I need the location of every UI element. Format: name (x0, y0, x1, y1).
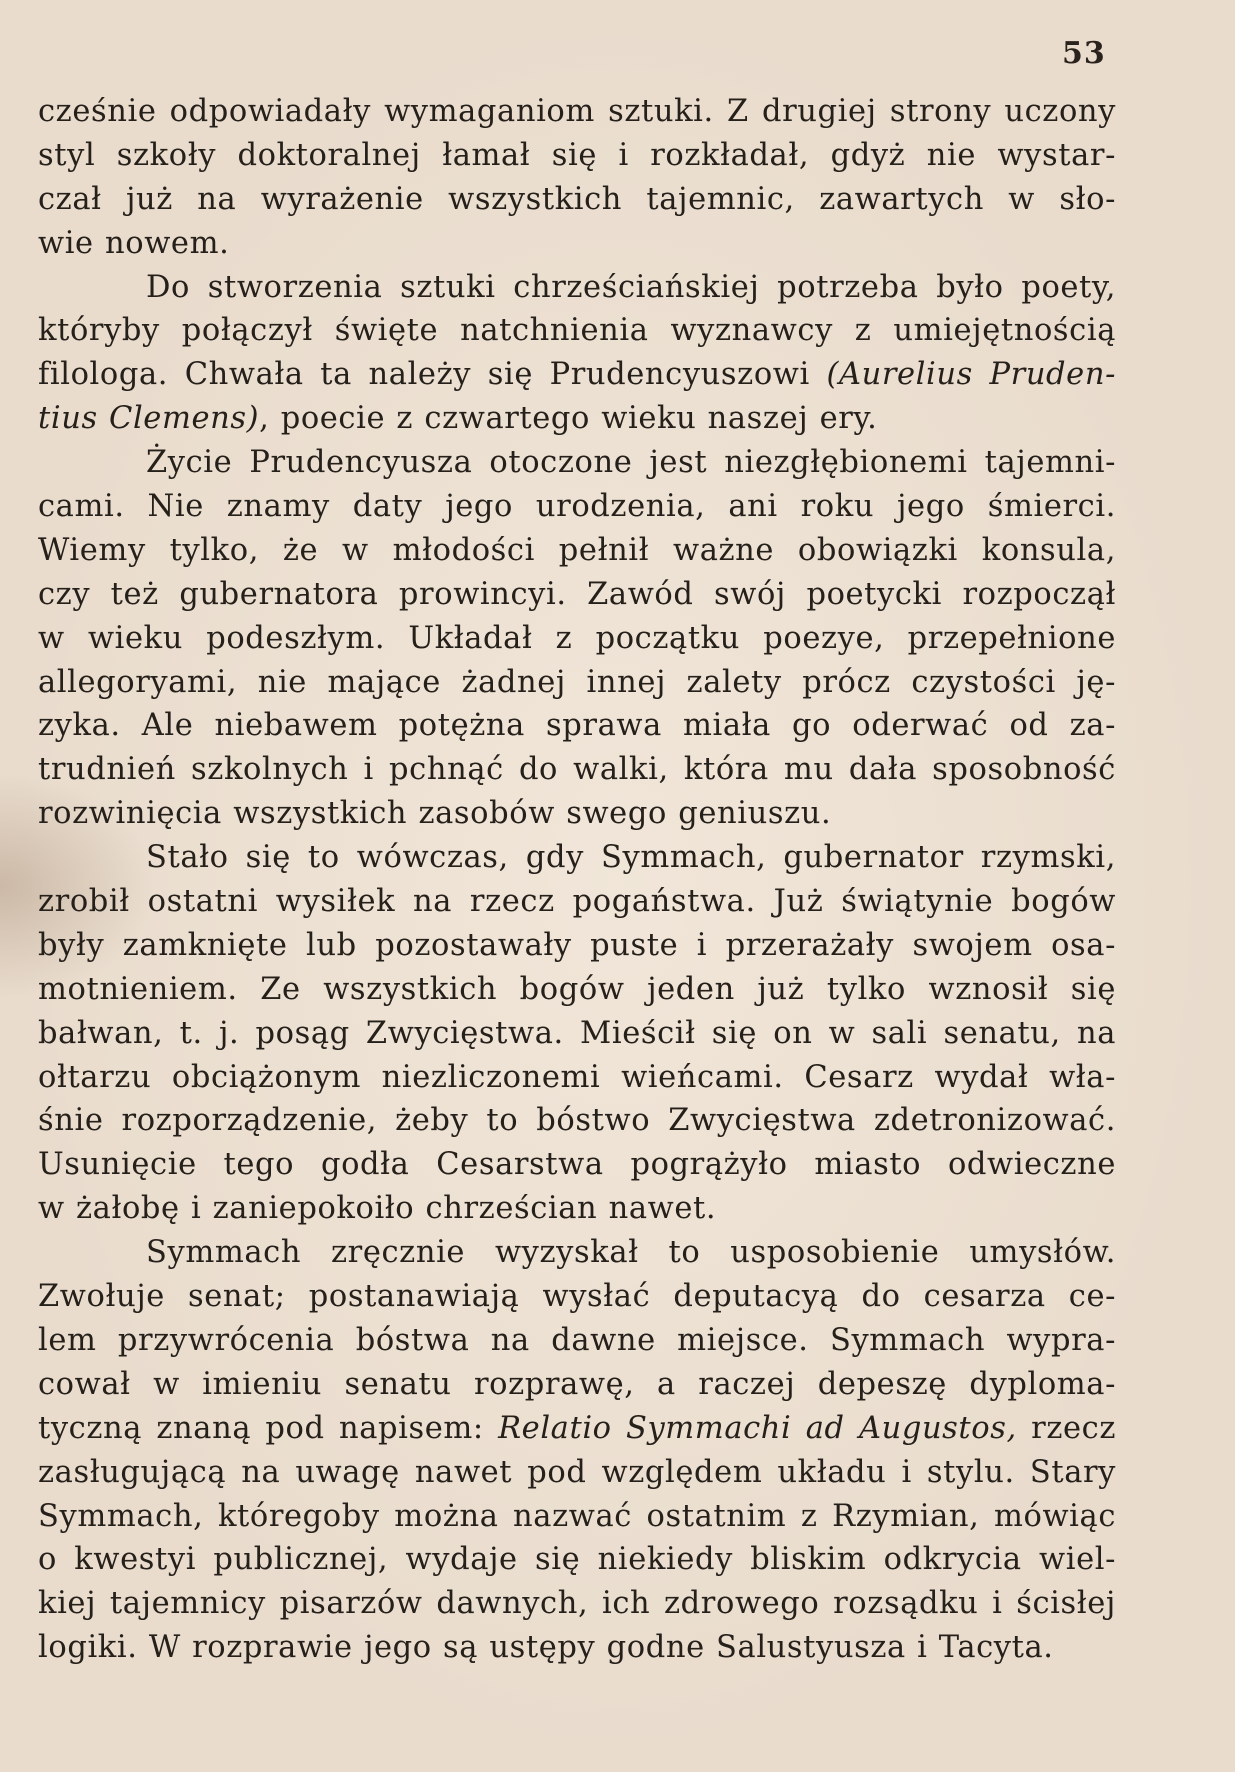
line-text: motnieniem. Ze wszystkich bogów jeden już tylko wznosił się (38, 971, 1116, 1007)
text-line (38, 924, 1116, 968)
text-line (38, 1012, 1116, 1056)
line-text: w żałobę i zaniepokoiło chrześcian nawet. (38, 1191, 717, 1227)
line-text: Stało się to wówczas, gdy Symmach, gubernator rzymski, (146, 840, 1116, 876)
line-text: lem przywrócenia bóstwa na dawne miejsce. Symmach wypra- (38, 1322, 1116, 1358)
line-text: Wiemy tylko, że w młodości pełnił ważne obowiązki konsula, (38, 532, 1116, 568)
text-line (38, 1187, 1116, 1231)
line-text: Życie Prudencyusza otoczone jest niezgłębionemi tajemni- (146, 445, 1116, 481)
line-text: rozwinięcia wszystkich zasobów swego geniuszu. (38, 796, 832, 832)
text-line (38, 617, 1116, 661)
text-line (38, 1538, 1116, 1582)
line-text: śnie rozporządzenie, żeby to bóstwo Zwycięstwa zdetronizować. (38, 1103, 1116, 1139)
text-line (38, 485, 1116, 529)
text-line (38, 704, 1116, 748)
text-line (38, 1451, 1116, 1495)
text-line (38, 1275, 1116, 1319)
text-line (38, 748, 1116, 792)
line-text: Usunięcie tego godła Cesarstwa pogrążyło miasto odwieczne (38, 1147, 1116, 1183)
text-line (38, 573, 1116, 617)
line-text: wie nowem. (38, 225, 230, 261)
line-text: cześnie odpowiadały wymaganiom sztuki. Z drugiej strony uczony (38, 94, 1116, 129)
text-line (38, 880, 1116, 924)
italic-text: tius Clemens) (38, 401, 260, 437)
line-text: były zamknięte lub pozostawały puste i przerażały swojem osa- (38, 927, 1116, 963)
line-text: logiki. W rozprawie jego są ustępy godne Salustyusza i Tacyta. (38, 1630, 1054, 1666)
text-line (38, 353, 1116, 397)
text-line (38, 222, 1116, 266)
line-text: filologa. Chwała ta należy się Prudencyuszowi (38, 357, 827, 393)
line-text: cami. Nie znamy daty jego urodzenia, ani roku jego śmierci. (38, 489, 1116, 525)
line-text: allegoryami, nie mające żadnej innej zalety prócz czystości ję- (38, 664, 1116, 700)
line-text: trudnień szkolnych i pchnąć do walki, która mu dała sposobność (38, 752, 1116, 788)
page-number: 53 (1062, 36, 1106, 71)
text-line (38, 1319, 1116, 1363)
line-text: rzecz (1016, 1410, 1116, 1446)
text-line (38, 178, 1116, 222)
text-line (38, 397, 1116, 441)
line-text: o kwestyi publicznej, wydaje się niekiedy bliskim odkrycia wiel- (38, 1542, 1116, 1578)
text-line (38, 836, 1116, 880)
text-line (38, 792, 1116, 836)
line-text: Symmach zręcznie wyzyskał to usposobienie umysłów. (146, 1235, 1116, 1271)
italic-text: (Aurelius Pruden- (826, 357, 1116, 393)
text-line (38, 1143, 1116, 1187)
text-line (38, 1363, 1116, 1407)
line-text: ołtarzu obciążonym niezliczonemi wieńcami. Cesarz wydał wła- (38, 1059, 1116, 1095)
line-text: kiej tajemnicy pisarzów dawnych, ich zdrowego rozsądku i ścisłej (38, 1586, 1116, 1622)
line-text: cował w imieniu senatu rozprawę, a raczej depeszę dyploma- (38, 1366, 1116, 1402)
line-text: Zwołuje senat; postanawiają wysłać deputacyą do cesarza ce- (38, 1279, 1116, 1315)
text-line (38, 1231, 1116, 1275)
line-text: któryby połączył święte natchnienia wyznawcy z umiejętnością (38, 313, 1116, 349)
line-text: zrobił ostatni wysiłek na rzecz pogaństwa. Już świątynie bogów (38, 884, 1116, 920)
text-line (38, 309, 1116, 353)
text-line (38, 441, 1116, 485)
line-text: Do stworzenia sztuki chrześciańskiej potrzeba było poety, (146, 269, 1116, 305)
text-line (38, 661, 1116, 705)
text-line (38, 266, 1116, 310)
line-text: zyka. Ale niebawem potężna sprawa miała go oderwać od za- (38, 708, 1116, 744)
line-text: tyczną znaną pod napisem: (38, 1410, 499, 1446)
text-line (38, 1407, 1116, 1451)
text-line (38, 1626, 1116, 1670)
italic-text: Relatio Symmachi ad Augustos, (498, 1410, 1017, 1446)
text-body (38, 90, 1116, 1670)
text-line (38, 1495, 1116, 1539)
line-text: w wieku podeszłym. Układał z początku poezye, przepełnione (38, 620, 1116, 656)
text-line (38, 134, 1116, 178)
text-line (38, 1099, 1116, 1143)
line-text: czał już na wyrażenie wszystkich tajemnic, zawartych w sło- (38, 181, 1116, 217)
text-line (38, 529, 1116, 573)
text-line (38, 1582, 1116, 1626)
text-line (38, 1056, 1116, 1100)
text-line (38, 90, 1116, 134)
line-text: styl szkoły doktoralnej łamał się i rozkładał, gdyż nie wystar- (38, 137, 1116, 173)
line-text: czy też gubernatora prowincyi. Zawód swój poetycki rozpoczął (38, 576, 1116, 612)
line-text: , poecie z czwartego wieku naszej ery. (259, 401, 878, 437)
text-line (38, 968, 1116, 1012)
line-text: Symmach, któregoby można nazwać ostatnim z Rzymian, mówiąc (38, 1498, 1116, 1534)
line-text: zasługującą na uwagę nawet pod względem układu i stylu. Stary (38, 1454, 1116, 1490)
line-text: bałwan, t. j. posąg Zwycięstwa. Mieścił się on w sali senatu, na (38, 1015, 1116, 1051)
